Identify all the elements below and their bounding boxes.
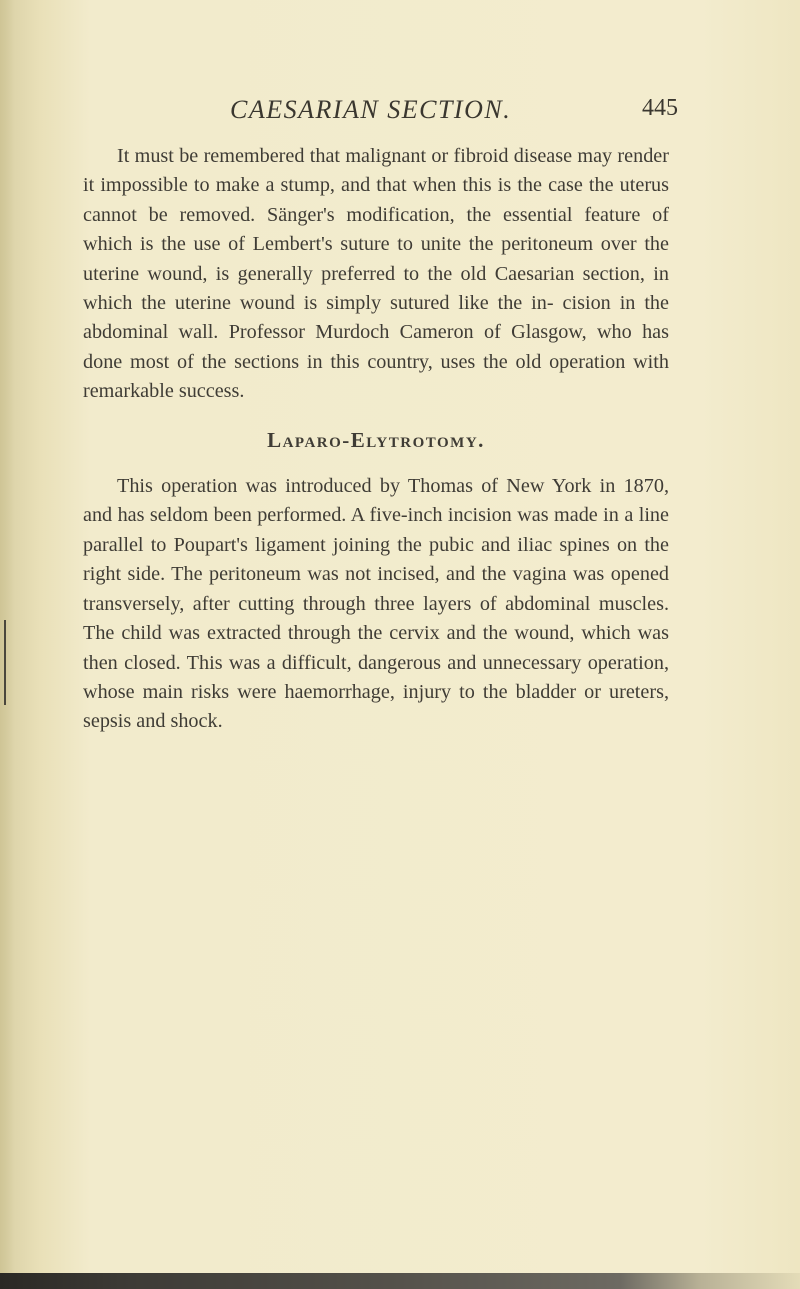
section-heading: Laparo-Elytrotomy.	[267, 427, 485, 452]
running-title: CAESARIAN SECTION.	[230, 95, 512, 124]
body-text	[83, 142, 669, 737]
running-head	[230, 95, 690, 135]
paragraph-sanger-modification: It must be remembered that malignant or fibroid disease may render it impossible to make a stump, and that when this is the case the uterus cannot be removed. Sänger's modification, the essential feature of which is the use of Lembert's suture to unite the peritoneum over the uterine wound, is generally preferred to the old Caesarian section, in which the uterine wound is simply sutured like the in- cision in the abdominal wall. Professor Murdoch Cameron of Glasgow, who has done most of the sections in this country, uses the old operation with remarkable success.	[83, 145, 669, 403]
bottom-edge-shadow	[0, 1273, 800, 1289]
page-number: 445	[642, 95, 678, 121]
paragraph-laparo-elytrotomy: This operation was introduced by Thomas of New York in 1870, and has seldom been performed. A five-inch incision was made in a line parallel to Poupart's ligament joining the pubic and iliac spines on the right side. The peritoneum was not incised, and the vagina was opened transversely, after cutting through three layers of abdominal muscles. The child was extracted through the cervix and the wound, which was then closed. This was a difficult, dangerous and unnecessary operation, whose main risks were haemorrhage, injury to the bladder or ureters, sepsis and shock.	[83, 475, 669, 733]
